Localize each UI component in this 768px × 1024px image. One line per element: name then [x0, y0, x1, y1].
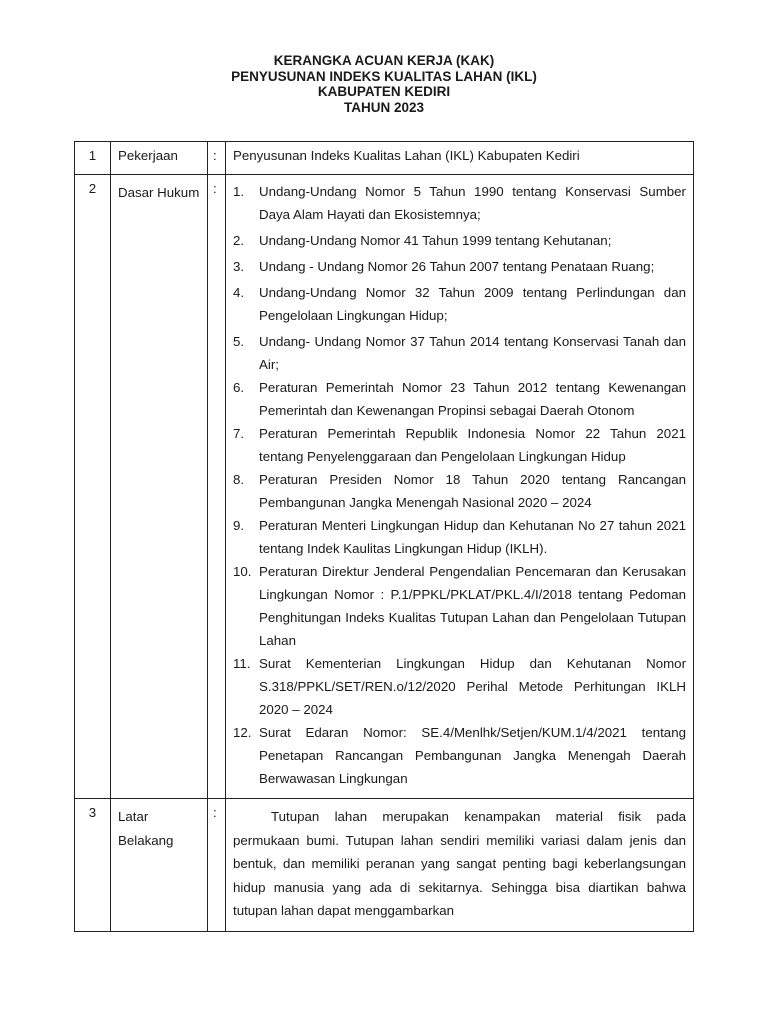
row-label: Dasar Hukum — [111, 175, 208, 799]
list-item — [233, 468, 686, 514]
list-item-text: Undang-Undang Nomor 5 Tahun 1990 tentang Konservasi Sumber Daya Alam Hayati dan Ekosistemnya; — [259, 184, 686, 222]
list-item-text: Surat Kementerian Lingkungan Hidup dan Kehutanan Nomor S.318/PPKL/SET/REN.o/12/2020 Perihal Metode Perhitungan IKLH 2020 – 2024 — [259, 656, 686, 717]
list-item-text: Surat Edaran Nomor: SE.4/Menlhk/Setjen/KUM.1/4/2021 tentang Penetapan Rancangan Pembangunan Jangka Menengah Daerah Berwawasan Lingkungan — [259, 725, 686, 786]
list-item — [233, 229, 686, 252]
row-content — [226, 175, 694, 799]
row-label: Latar Belakang — [111, 799, 208, 932]
background-paragraph: Tutupan lahan merupakan kenampakan material fisik pada permukaan bumi. Tutupan lahan sendiri memiliki variasi dalam jenis dan bentuk, dan memiliki peranan yang sangat penting bagi keberlangsungan hidup manusia yang ada di sekitarnya. Sehingga bisa diartikan bahwa tutupan lahan dapat menggambarkan — [233, 809, 686, 918]
list-item-number: 3. — [233, 259, 245, 274]
list-item-text: Undang- Undang Nomor 37 Tahun 2014 tentang Konservasi Tanah dan Air; — [259, 334, 686, 372]
list-item — [233, 652, 686, 721]
list-item-number: 6. — [233, 380, 245, 395]
title-line-3: KABUPATEN KEDIRI — [317, 84, 451, 99]
list-item-number: 11. — [233, 656, 251, 671]
list-item — [233, 376, 686, 422]
list-item-number: 7. — [233, 426, 245, 441]
list-item-text: Peraturan Direktur Jenderal Pengendalian Pencemaran dan Kerusakan Lingkungan Nomor : P.1/PPKL/PKLAT/PKL.4/I/2018 tentang Pedoman Penghitungan Indeks Kualitas Tutupan Lahan dan Pengelolaan Tutupan Lahan — [259, 564, 686, 648]
title-line-1: KERANGKA ACUAN KERJA (KAK) — [273, 53, 495, 68]
row-label: Pekerjaan — [111, 142, 208, 175]
row-colon: : — [208, 799, 226, 932]
table-row-dasar-hukum — [75, 175, 694, 799]
list-item-number: 9. — [233, 518, 245, 533]
row-content — [226, 799, 694, 932]
list-item-number: 12. — [233, 725, 252, 740]
kak-table — [74, 141, 694, 932]
title-line-4: TAHUN 2023 — [343, 99, 425, 115]
table-row-pekerjaan — [75, 142, 694, 175]
list-item-text: Peraturan Presiden Nomor 18 Tahun 2020 tentang Rancangan Pembangunan Jangka Menengah Nasional 2020 – 2024 — [259, 472, 686, 510]
title-line-2: PENYUSUNAN INDEKS KUALITAS LAHAN (IKL) — [231, 68, 537, 84]
row-colon: : — [208, 142, 226, 175]
row-number: 3 — [75, 799, 111, 932]
list-item — [233, 281, 686, 327]
list-item-text: Peraturan Pemerintah Republik Indonesia Nomor 22 Tahun 2021 tentang Penyelenggaraan dan Pengelolaan Lingkungan Hidup — [259, 426, 686, 464]
row-colon: : — [208, 175, 226, 799]
list-item — [233, 422, 686, 468]
list-item-text: Undang - Undang Nomor 26 Tahun 2007 tentang Penataan Ruang; — [259, 259, 655, 274]
table-row-latar-belakang — [75, 799, 694, 932]
list-item-number: 1. — [233, 184, 245, 199]
list-item-text: Peraturan Menteri Lingkungan Hidup dan Kehutanan No 27 tahun 2021 tentang Indek Kaulitas Lingkungan Hidup (IKLH). — [259, 518, 686, 556]
list-item-number: 2. — [233, 233, 245, 248]
row-number: 2 — [75, 175, 111, 799]
legal-basis-list — [233, 180, 686, 790]
list-item-text: Undang-Undang Nomor 41 Tahun 1999 tentang Kehutanan; — [259, 233, 612, 248]
list-item-text: Undang-Undang Nomor 32 Tahun 2009 tentang Perlindungan dan Pengelolaan Lingkungan Hidup; — [259, 285, 686, 323]
list-item — [233, 330, 686, 376]
row-number: 1 — [75, 142, 111, 175]
list-item — [233, 721, 686, 790]
list-item-number: 5. — [233, 334, 245, 349]
list-item — [233, 560, 686, 652]
list-item — [233, 255, 686, 278]
list-item-number: 4. — [233, 285, 245, 300]
list-item-number: 8. — [233, 472, 245, 487]
list-item — [233, 180, 686, 226]
document-title — [0, 53, 768, 115]
list-item-text: Peraturan Pemerintah Nomor 23 Tahun 2012 tentang Kewenangan Pemerintah dan Kewenangan Propinsi sebagai Daerah Otonom — [259, 380, 686, 418]
list-item — [233, 514, 686, 560]
list-item-number: 10. — [233, 564, 252, 579]
row-content: Penyusunan Indeks Kualitas Lahan (IKL) Kabupaten Kediri — [226, 142, 694, 175]
